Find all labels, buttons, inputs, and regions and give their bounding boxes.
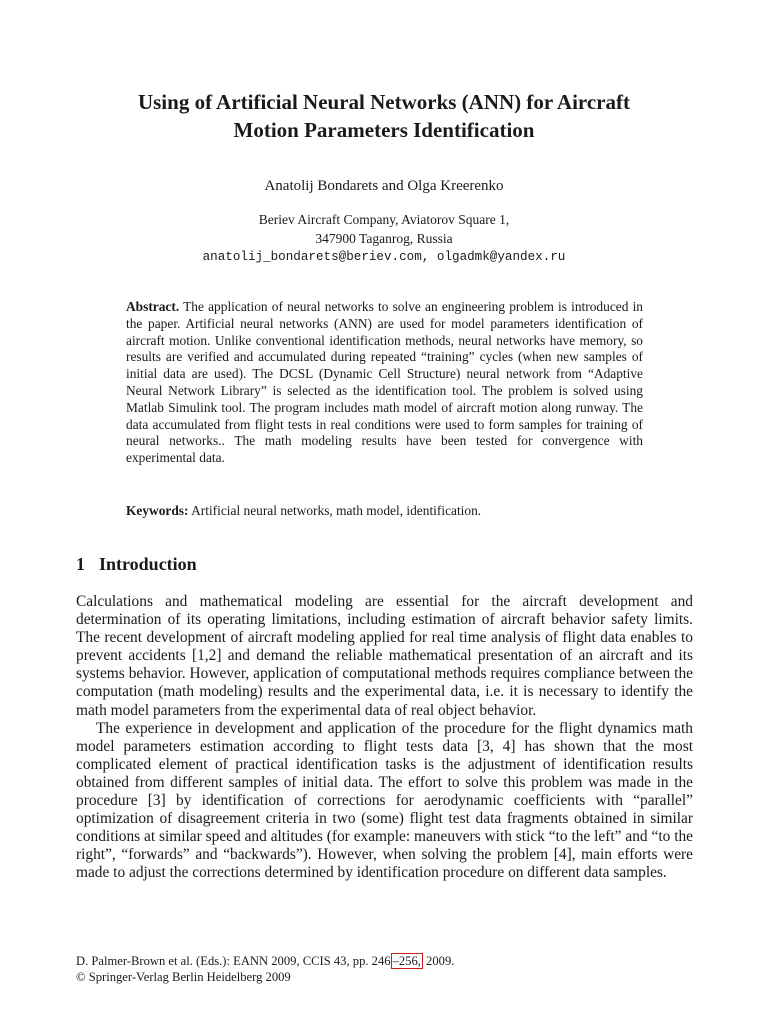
section-number: 1	[76, 554, 85, 574]
citation-line	[76, 953, 454, 969]
keywords-text: Artificial neural networks, math model, identification.	[191, 503, 482, 518]
paper-title-line-1: Using of Artificial Neural Networks (ANN) for Aircraft	[137, 90, 631, 114]
paper-title	[60, 88, 708, 144]
paragraph: Calculations and mathematical modeling are essential for the aircraft development and determination of its operating limitations, including estimation of aircraft behavior safety limits. The recent development of aircraft modeling applied for real time analysis of flight data enables to prevent accidents [1,2] and demand the reliable mathematical presentation of an aircraft and its systems behavior. However, application of computational methods requires compliance between the computation (math modeling) results and the experimental data, i.e. it is necessary to identify the math model parameters from the experimental data of real object behavior.	[76, 593, 693, 719]
paper-authors: Anatolij Bondarets and Olga Kreerenko	[264, 178, 504, 194]
affiliation-line-1: Beriev Aircraft Company, Aviatorov Square 1,	[258, 212, 510, 227]
abstract-label: Abstract.	[126, 299, 180, 314]
keywords-label: Keywords:	[126, 503, 189, 518]
affiliation-line-2: 347900 Taganrog, Russia	[315, 230, 453, 246]
citation-text: D. Palmer-Brown et al. (Eds.): EANN 2009, CCIS 43, pp. 246	[76, 954, 391, 968]
abstract-text: The application of neural networks to solve an engineering problem is introduced in the paper. Artificial neural networks (ANN) are used for model parameters identification of aircraft motion. Unlike conventional identification methods, neural networks have memory, so results are verified and accumulated during repeated “training” cycles (when new samples of initial data are used). The DCSL (Dynamic Cell Structure) neural network from “Adaptive Neural Network Library” is selected as the identification tool. The problem is solved using Matlab Simulink tool. The program includes math model of aircraft motion along runway. The data accumulated from flight tests in real conditions were used to form samples for training of neural networks.. The math modeling results have been tested for convergence with experimental data.	[126, 299, 643, 466]
section-heading-introduction	[76, 553, 197, 575]
citation-year: 2009.	[422, 954, 455, 968]
paper-title-line-2: Motion Parameters Identification	[233, 118, 535, 142]
section-title: Introduction	[99, 554, 197, 574]
author-affiliation	[60, 211, 708, 267]
introduction-body	[76, 593, 693, 883]
page-footer	[76, 953, 454, 985]
abstract	[126, 299, 643, 467]
paragraph: The experience in development and application of the procedure for the flight dynamics math model parameters estimation according to flight tests data [3, 4] has shown that the most complicated element of practical identification tasks is the adjustment of identification results obtained from different samples of initial data. The effort to solve this problem was made in the procedure [3] by identification of corrections for aerodynamic coefficients with “parallel” optimization of disagreement criteria in two (some) flight test data fragments obtained in similar conditions at similar speed and altitudes (for example: maneuvers with stick “to the left” and “to the right”, “forwards” and “backwards”). However, when solving the problem [4], main efforts were made to adjust the corrections determined by identification procedure on different data samples.	[76, 719, 693, 882]
page-range-link[interactable]: –256,	[392, 954, 421, 968]
copyright-notice: © Springer-Verlag Berlin Heidelberg 2009	[76, 970, 291, 984]
author-emails[interactable]: anatolij_bondarets@beriev.com, olgadmk@yandex.ru	[202, 250, 566, 264]
keywords	[126, 502, 643, 519]
